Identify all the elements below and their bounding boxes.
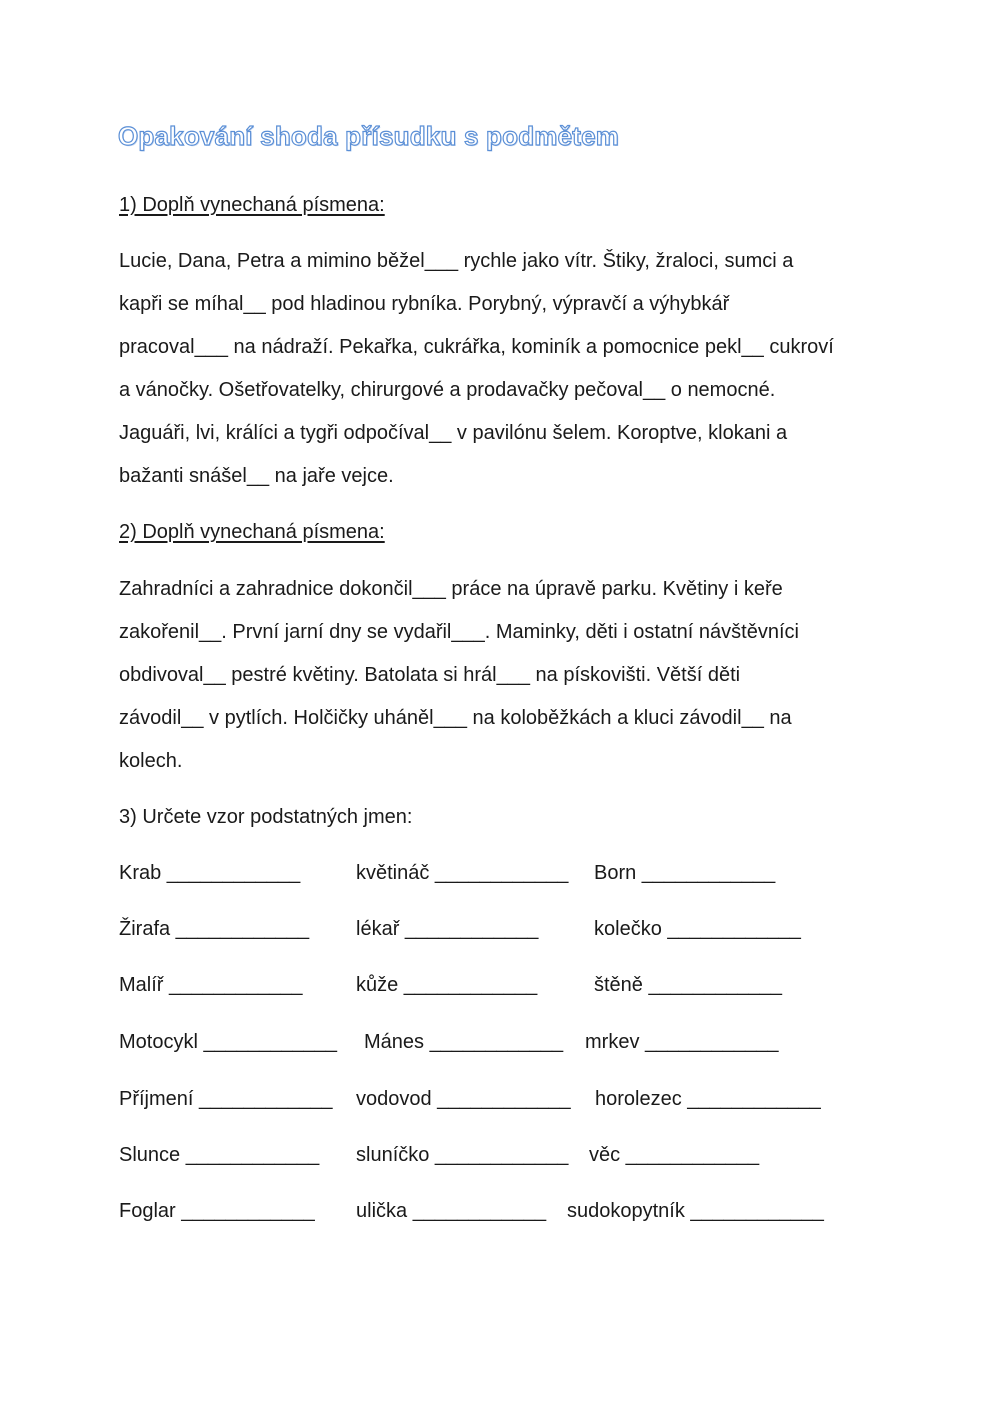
noun-item[interactable]: vodovod ____________ bbox=[356, 1088, 571, 1110]
noun-item[interactable]: kolečko ____________ bbox=[594, 918, 801, 940]
noun-item[interactable]: štěně ____________ bbox=[594, 974, 782, 996]
exercise-2-line: závodil__ v pytlích. Holčičky uháněl___ na koloběžkách a kluci závodil__ na bbox=[119, 707, 792, 729]
exercise-1-heading: 1) Doplň vynechaná písmena: bbox=[119, 194, 385, 216]
noun-item[interactable]: Slunce ____________ bbox=[119, 1144, 320, 1166]
exercise-3-heading: 3) Určete vzor podstatných jmen: bbox=[119, 806, 413, 828]
noun-item[interactable]: horolezec ____________ bbox=[595, 1088, 821, 1110]
noun-row bbox=[119, 1144, 899, 1174]
exercise-1-line: pracoval___ na nádraží. Pekařka, cukrářka, kominík a pomocnice pekl__ cukroví bbox=[119, 336, 834, 358]
exercise-1-line: kapři se míhal__ pod hladinou rybníka. Porybný, výpravčí a výhybkář bbox=[119, 293, 730, 315]
noun-item[interactable]: Mánes ____________ bbox=[364, 1031, 564, 1053]
exercise-2-line: zakořenil__. První jarní dny se vydařil___. Maminky, děti i ostatní návštěvníci bbox=[119, 621, 799, 643]
noun-item[interactable]: Foglar ____________ bbox=[119, 1200, 315, 1222]
noun-row bbox=[119, 1031, 899, 1061]
noun-row bbox=[119, 1200, 899, 1230]
noun-row bbox=[119, 862, 899, 892]
noun-item[interactable]: věc ____________ bbox=[589, 1144, 760, 1166]
exercise-1-line: a vánočky. Ošetřovatelky, chirurgové a prodavačky pečoval__ o nemocné. bbox=[119, 379, 776, 401]
exercise-2-line: kolech. bbox=[119, 750, 183, 772]
noun-item[interactable]: květináč ____________ bbox=[356, 862, 569, 884]
exercise-1-line: Jaguáři, lvi, králíci a tygři odpočíval__ v pavilónu šelem. Koroptve, klokani a bbox=[119, 422, 788, 444]
noun-item[interactable]: lékař ____________ bbox=[356, 918, 539, 940]
noun-item[interactable]: ulička ____________ bbox=[356, 1200, 547, 1222]
noun-item[interactable]: Příjmení ____________ bbox=[119, 1088, 333, 1110]
noun-item[interactable]: mrkev ____________ bbox=[585, 1031, 779, 1053]
noun-item[interactable]: Žirafa ____________ bbox=[119, 918, 310, 940]
exercise-2-line: Zahradníci a zahradnice dokončil___ práce na úpravě parku. Květiny i keře bbox=[119, 578, 783, 600]
exercise-1-line: bažanti snášel__ na jaře vejce. bbox=[119, 465, 394, 487]
noun-row bbox=[119, 918, 899, 948]
exercise-2-line: obdivoval__ pestré květiny. Batolata si hrál___ na pískovišti. Větší děti bbox=[119, 664, 741, 686]
noun-item[interactable]: Malíř ____________ bbox=[119, 974, 303, 996]
noun-item[interactable]: sluníčko ____________ bbox=[356, 1144, 569, 1166]
noun-row bbox=[119, 1088, 899, 1118]
noun-item[interactable]: Born ____________ bbox=[594, 862, 776, 884]
page-title: Opakování shoda přísudku s podmětem bbox=[118, 121, 620, 151]
noun-item[interactable]: Motocykl ____________ bbox=[119, 1031, 337, 1053]
noun-row bbox=[119, 974, 899, 1004]
noun-item[interactable]: Krab ____________ bbox=[119, 862, 301, 884]
exercise-1-line: Lucie, Dana, Petra a mimino běžel___ rychle jako vítr. Štiky, žraloci, sumci a bbox=[119, 250, 794, 272]
noun-item[interactable]: sudokopytník ____________ bbox=[567, 1200, 824, 1222]
exercise-2-heading: 2) Doplň vynechaná písmena: bbox=[119, 521, 385, 543]
noun-item[interactable]: kůže ____________ bbox=[356, 974, 538, 996]
